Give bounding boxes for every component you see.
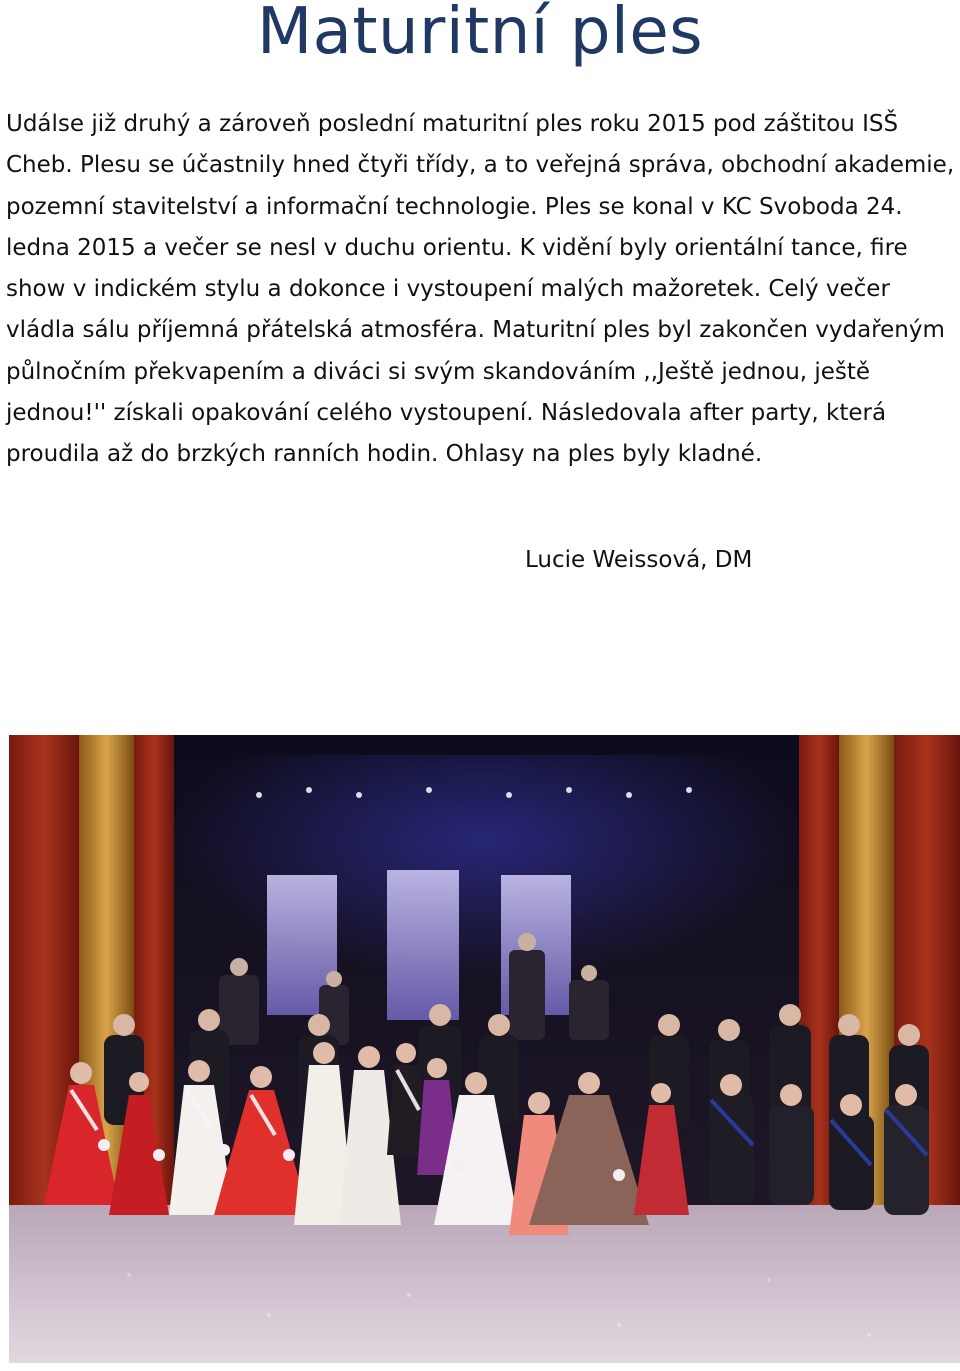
group-photo — [9, 735, 960, 1363]
group-photo-illustration — [9, 735, 960, 1363]
page-title: Maturitní ples — [256, 0, 704, 69]
author-signature: Lucie Weissová, DM — [525, 547, 753, 573]
article-body: Událse již druhý a zároveň poslední maturitní ples roku 2015 pod záštitou ISŠ Cheb. Plesu se účastnily hned čtyři třídy, a to veřejná správa, obchodní akademie, pozemní stavitelství a informační technologie. Ples se konal v KC Svoboda 24. ledna 2015 a večer se nesl v duchu orientu. K vidění byly orientální tance, fire show v indickém stylu a dokonce i vystoupení malých mažoretek. Celý večer vládla sálu příjemná přátelská atmosféra. Maturitní ples byl zakončen vydařeným půlnočním překvapením a diváci si svým skandováním ,,Ještě jednou, ještě jednou!'' získali opakování celého vystoupení. Následovala after party, která proudila až do brzkých ranních hodin. Ohlasy na ples byly kladné. — [6, 111, 955, 468]
